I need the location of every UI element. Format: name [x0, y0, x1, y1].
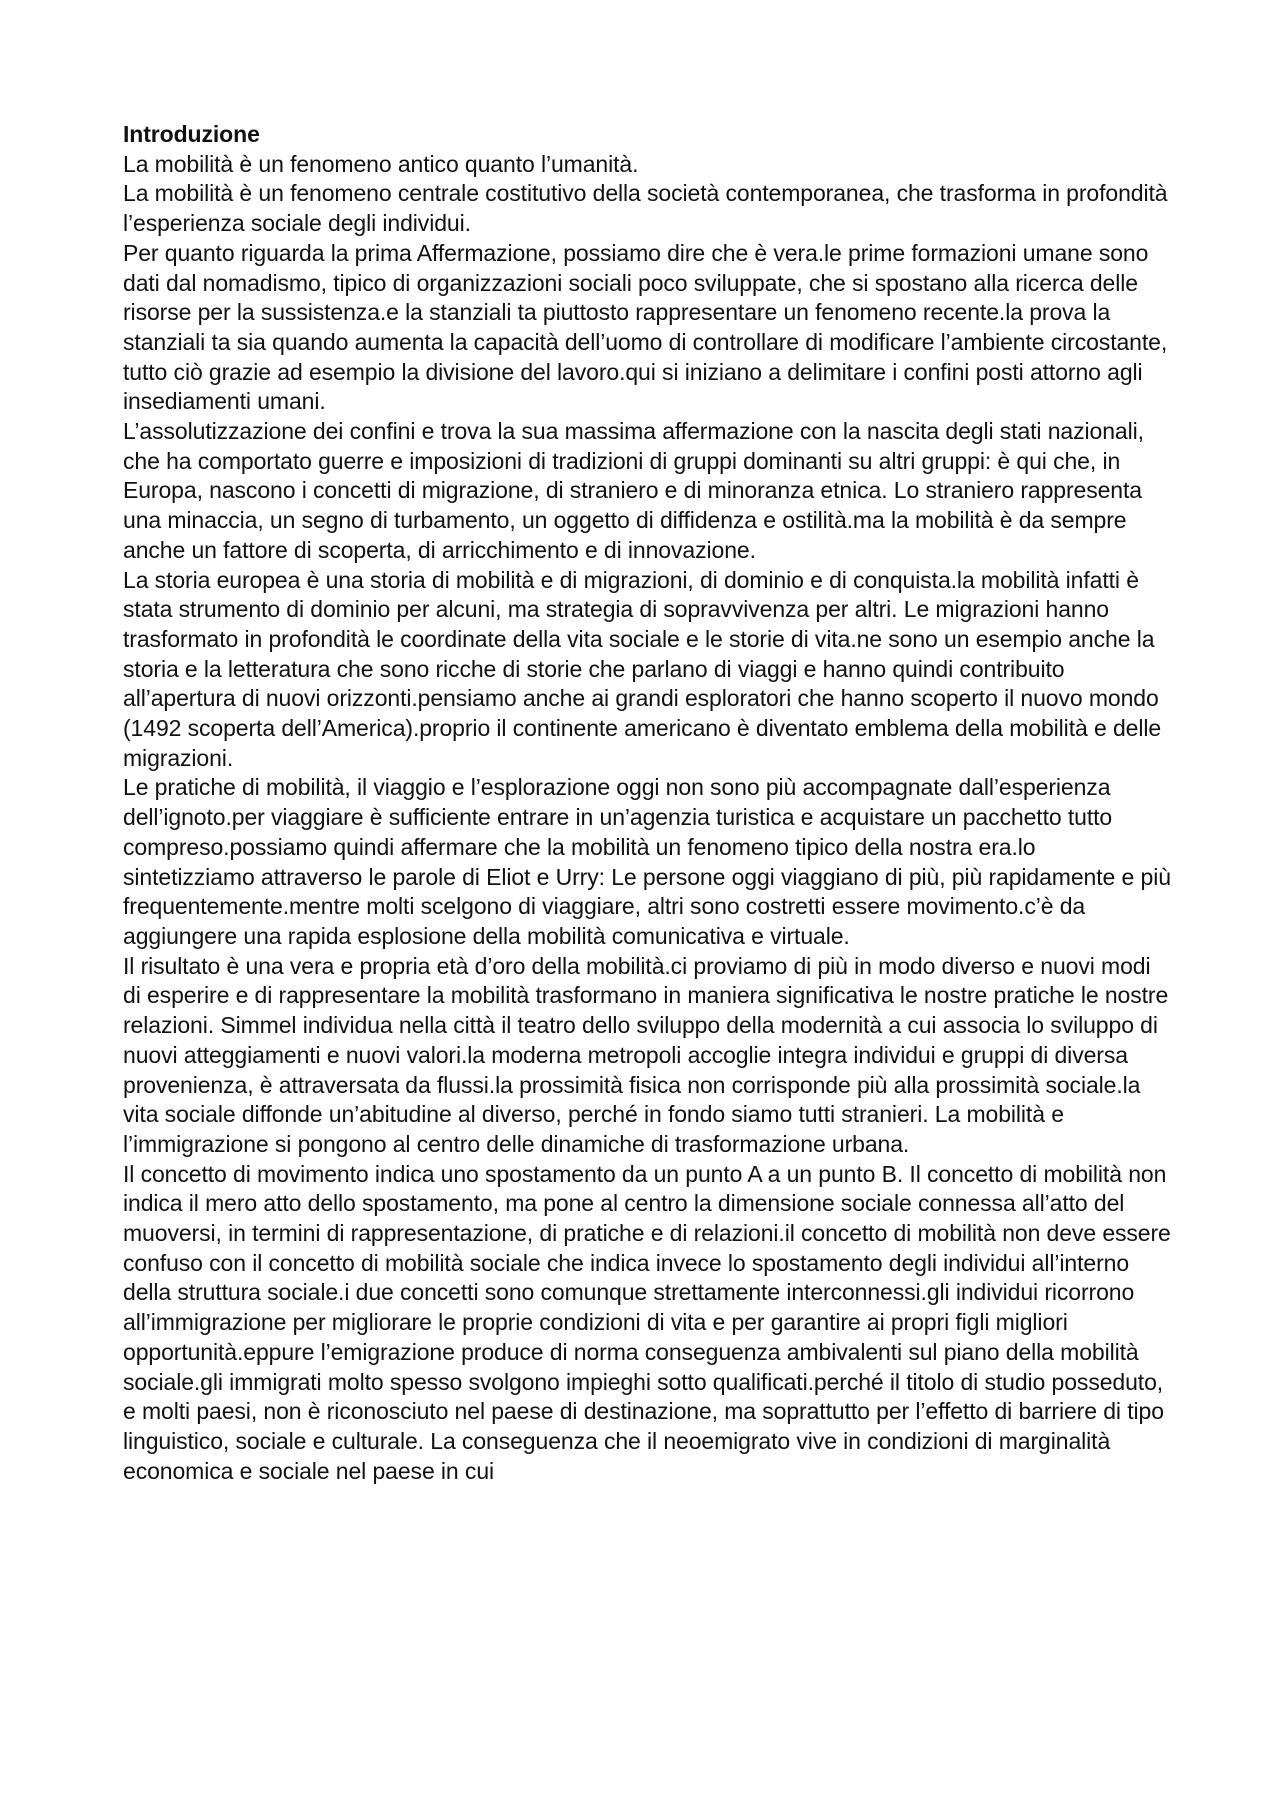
document-page: [123, 120, 1173, 1486]
paragraph-5: La storia europea è una storia di mobilità e di migrazioni, di dominio e di conquista.la mobilità infatti è stata strumento di dominio per alcuni, ma strategia di sopravvivenza per altri. Le migrazioni hanno trasformato in profondità le coordinate della vita sociale e le storie di vita.ne sono un esempio anche la storia e la letteratura che sono ricche di storie che parlano di viaggi e hanno quindi contribuito all’apertura di nuovi orizzonti.pensiamo anche ai grandi esploratori che hanno scoperto il nuovo mondo (1492 scoperta dell’America).proprio il continente americano è diventato emblema della mobilità e delle migrazioni.: [123, 566, 1162, 771]
paragraph-3: Per quanto riguarda la prima Affermazione, possiamo dire che è vera.le prime formazioni umane sono dati dal nomadismo, tipico di organizzazioni sociali poco sviluppate, che si spostano alla ricerca delle risorse per la sussistenza.e la stanziali ta piuttosto rappresentare un fenomeno recente.la prova la stanziali ta sia quando aumenta la capacità dell’uomo di controllare di modificare l’ambiente circostante, tutto ciò grazie ad esempio la divisione del lavoro.qui si iniziano a delimitare i confini posti attorno agli insediamenti umani.: [123, 239, 1168, 415]
paragraph-7: Il risultato è una vera e propria età d’oro della mobilità.ci proviamo di più in modo diverso e nuovi modi di esperire e di rappresentare la mobilità trasformano in maniera significativa le nostre pratiche le nostre relazioni. Simmel individua nella città il teatro dello sviluppo della modernità a cui associa lo sviluppo di nuovi atteggiamenti e nuovi valori.la moderna metropoli accoglie integra individui e gruppi di diversa provenienza, è attraversata da flussi.la prossimità fisica non corrisponde più alla prossimità sociale.la vita sociale diffonde un’abitudine al diverso, perché in fondo siamo tutti stranieri. La mobilità e l’immigrazione si pongono al centro delle dinamiche di trasformazione urbana.: [123, 952, 1169, 1157]
paragraph-8: Il concetto di movimento indica uno spostamento da un punto A a un punto B. Il concetto di mobilità non indica il mero atto dello spostamento, ma pone al centro la dimensione sociale connessa all’atto del muoversi, in termini di rappresentazione, di pratiche e di relazioni.il concetto di mobilità non deve essere confuso con il concetto di mobilità sociale che indica invece lo spostamento degli individui all’interno della struttura sociale.i due concetti sono comunque strettamente interconnessi.gli individui ricorrono all’immigrazione per migliorare le proprie condizioni di vita e per garantire ai propri figli migliori opportunità.eppure l’emigrazione produce di norma conseguenza ambivalenti sul piano della mobilità sociale.gli immigrati molto spesso svolgono impieghi sotto qualificati.perché il titolo di studio posseduto, e molti paesi, non è riconosciuto nel paese di destinazione, ma soprattutto per l’effetto di barriere di tipo linguistico, sociale e culturale. La conseguenza che il neoemigrato vive in condizioni di marginalità economica e sociale nel paese in cui: [123, 1160, 1171, 1484]
paragraph-2: La mobilità è un fenomeno centrale costitutivo della società contemporanea, che trasforma in profondità l’esperienza sociale degli individui.: [123, 180, 1168, 237]
document-title: Introduzione: [123, 121, 260, 147]
paragraph-6: Le pratiche di mobilità, il viaggio e l’esplorazione oggi non sono più accompagnate dall’esperienza dell’ignoto.per viaggiare è sufficiente entrare in un’agenzia turistica e acquistare un pacchetto tutto compreso.possiamo quindi affermare che la mobilità un fenomeno tipico della nostra era.lo sintetizziamo attraverso le parole di Eliot e Urry: Le persone oggi viaggiano di più, più rapidamente e più frequentemente.mentre molti scelgono di viaggiare, altri sono costretti essere movimento.c’è da aggiungere una rapida esplosione della mobilità comunicativa e virtuale.: [123, 774, 1171, 949]
paragraph-1: La mobilità è un fenomeno antico quanto l’umanità.: [123, 150, 639, 177]
paragraph-4: L’assolutizzazione dei confini e trova la sua massima affermazione con la nascita degli stati nazionali, che ha comportato guerre e imposizioni di tradizioni di gruppi dominanti su altri gruppi: è qui che, in Europa, nascono i concetti di migrazione, di straniero e di minoranza etnica. Lo straniero rappresenta una minaccia, un segno di turbamento, un oggetto di diffidenza e ostilità.ma la mobilità è da sempre anche un fattore di scoperta, di arricchimento e di innovazione.: [123, 418, 1144, 563]
